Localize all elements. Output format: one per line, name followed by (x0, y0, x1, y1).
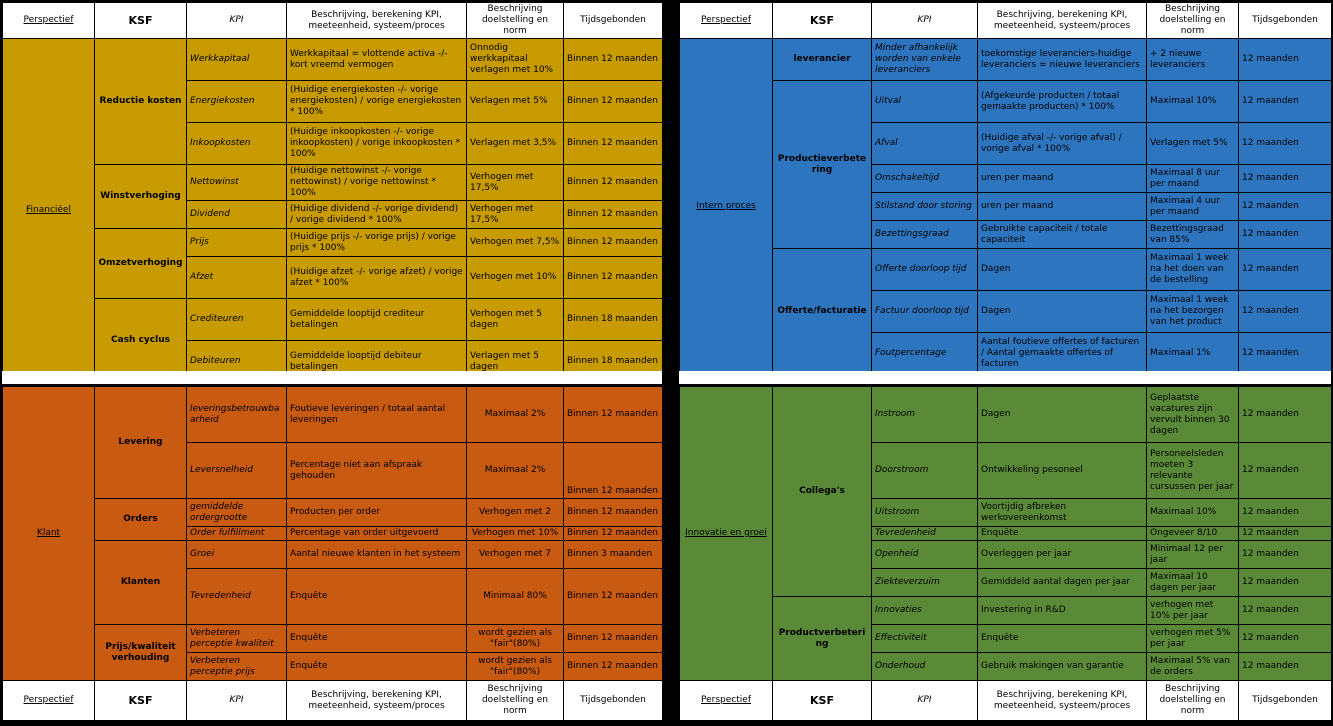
time-cell: Binnen 12 maanden (564, 201, 663, 229)
time-cell: 12 maanden (1239, 333, 1332, 375)
header-beschrijving: Beschrijving, berekening KPI, meeteenheid, systeem/proces (287, 3, 467, 39)
desc-cell: Gemiddelde looptijd debiteur betalingen (287, 341, 467, 383)
time-cell: 12 maanden (1239, 291, 1332, 333)
norm-cell: + 2 nieuwe leveranciers (1147, 39, 1239, 81)
ksf-orders: Orders (95, 499, 187, 541)
kpi-cell: Werkkapitaal (187, 39, 287, 81)
desc-cell: (Huidige prijs -/- vorige prijs) / vorige prijs * 100% (287, 229, 467, 257)
desc-cell: (Huidige energiekosten -/- vorige energiekosten) / vorige energiekosten * 100% (287, 81, 467, 123)
ksf-leverancier: leverancier (773, 39, 872, 81)
norm-cell: Verhogen met 7 (467, 541, 564, 569)
kpi-cell: Nettowinst (187, 165, 287, 201)
kpi-cell: Minder afhankelijk worden van enkele leveranciers (872, 39, 978, 81)
time-cell: 12 maanden (1239, 81, 1332, 123)
kpi-cell: Tevredenheid (872, 527, 978, 541)
footer-ksf: KSF (773, 681, 872, 721)
header-ksf: KSF (773, 3, 872, 39)
time-cell: Binnen 12 maanden (564, 123, 663, 165)
desc-cell: (Huidige afzet -/- vorige afzet) / vorige afzet * 100% (287, 257, 467, 299)
desc-cell: Investering in R&D (978, 597, 1147, 625)
desc-cell: Gemiddelde looptijd crediteur betalingen (287, 299, 467, 341)
desc-cell: Ontwikkeling pesoneel (978, 443, 1147, 499)
perspective-klant: Klant (3, 387, 95, 681)
header-tijd: Tijdsgebonden (1239, 3, 1332, 39)
time-cell: 12 maanden (1239, 249, 1332, 291)
desc-cell: Percentage van order uitgevoerd (287, 527, 467, 541)
header-doelstelling: Beschrijving doelstelling en norm (1147, 3, 1239, 39)
footer-perspectief: Perspectief (680, 681, 773, 721)
norm-cell: wordt gezien als "fair"(80%) (467, 653, 564, 681)
desc-cell: (Afgekeurde producten / totaal gemaakte producten) * 100% (978, 81, 1147, 123)
norm-cell: Verhogen met 17,5% (467, 201, 564, 229)
norm-cell: Verhogen met 10% (467, 527, 564, 541)
time-cell: 12 maanden (1239, 221, 1332, 249)
norm-cell: Verhogen met 7,5% (467, 229, 564, 257)
kpi-cell: Uitstroom (872, 499, 978, 527)
header-perspectief: Perspectief (680, 3, 773, 39)
time-cell: Binnen 12 maanden (564, 257, 663, 299)
time-cell: Binnen 12 maanden (564, 625, 663, 653)
norm-cell: Minimaal 12 per jaar (1147, 541, 1239, 569)
ksf-levering: Levering (95, 387, 187, 499)
time-cell: 12 maanden (1239, 597, 1332, 625)
ksf-klanten: Klanten (95, 541, 187, 625)
footer-kpi: KPI (187, 681, 287, 721)
norm-cell: Maximaal 5% van de orders (1147, 653, 1239, 681)
norm-cell: Verhogen met 10% (467, 257, 564, 299)
kpi-cell: Onderhoud (872, 653, 978, 681)
desc-cell: Gebruik makingen van garantie (978, 653, 1147, 681)
desc-cell: (Huidige afval -/- vorige afval) / vorige afval * 100% (978, 123, 1147, 165)
norm-cell: Geplaatste vacatures zijn vervult binnen 30 dagen (1147, 387, 1239, 443)
time-cell: Binnen 12 maanden (564, 165, 663, 201)
ksf-offerte-facturatie: Offerte/facturatie (773, 249, 872, 375)
norm-cell: Maximaal 10% (1147, 81, 1239, 123)
kpi-cell: Debiteuren (187, 341, 287, 383)
footer-kpi: KPI (872, 681, 978, 721)
norm-cell: Verlagen met 5% (467, 81, 564, 123)
header-tijd: Tijdsgebonden (564, 3, 663, 39)
desc-cell: Aantal nieuwe klanten in het systeem (287, 541, 467, 569)
kpi-cell: Tevredenheid (187, 569, 287, 625)
kpi-cell: Offerte doorloop tijd (872, 249, 978, 291)
innovatie-table (679, 386, 1332, 721)
time-cell: 12 maanden (1239, 387, 1332, 443)
norm-cell: Maximaal 4 uur per maand (1147, 193, 1239, 221)
time-cell: Binnen 12 maanden (564, 387, 663, 443)
ksf-cash-cyclus: Cash cyclus (95, 299, 187, 383)
norm-cell: Verhogen met 17,5% (467, 165, 564, 201)
ksf-omzetverhoging: Omzetverhoging (95, 229, 187, 299)
footer-tijd: Tijdsgebonden (1239, 681, 1332, 721)
desc-cell: (Huidige dividend -/- vorige dividend) / vorige dividend * 100% (287, 201, 467, 229)
time-cell: 12 maanden (1239, 499, 1332, 527)
norm-cell: Verlagen met 5% (1147, 123, 1239, 165)
kpi-cell: Inkoopkosten (187, 123, 287, 165)
ksf-productverbetering: Productverbetering (773, 597, 872, 681)
header-kpi: KPI (187, 3, 287, 39)
norm-cell: Maximaal 1 week na het bezorgen van het product (1147, 291, 1239, 333)
time-cell: Binnen 12 maanden (564, 527, 663, 541)
time-cell: Binnen 12 maanden (564, 39, 663, 81)
time-cell: 12 maanden (1239, 541, 1332, 569)
kpi-cell: Stilstand door storing (872, 193, 978, 221)
kpi-cell: Factuur doorloop tijd (872, 291, 978, 333)
desc-cell: Enquête (287, 569, 467, 625)
desc-cell: Werkkapitaal = vlottende activa -/- kort vreemd vermogen (287, 39, 467, 81)
footer-doelstelling: Beschrijving doelstelling en norm (467, 681, 564, 721)
kpi-cell: Energiekosten (187, 81, 287, 123)
desc-cell: uren per maand (978, 193, 1147, 221)
time-cell: 12 maanden (1239, 653, 1332, 681)
kpi-cell: Instroom (872, 387, 978, 443)
kpi-cell: Prijs (187, 229, 287, 257)
footer-beschrijving: Beschrijving, berekening KPI, meeteenheid, systeem/proces (978, 681, 1147, 721)
norm-cell: Onnodig werkkapitaal verlagen met 10% (467, 39, 564, 81)
desc-cell: Aantal foutieve offertes of facturen / Aantal gemaakte offertes of facturen (978, 333, 1147, 375)
footer-doelstelling: Beschrijving doelstelling en norm (1147, 681, 1239, 721)
kpi-cell: Doorstroom (872, 443, 978, 499)
norm-cell: Maximaal 10% (1147, 499, 1239, 527)
header-ksf: KSF (95, 3, 187, 39)
desc-cell: Enquête (978, 625, 1147, 653)
desc-cell: (Huidige nettowinst -/- vorige nettowinst) / vorige nettowinst * 100% (287, 165, 467, 201)
norm-cell: Maximaal 1% (1147, 333, 1239, 375)
header-kpi: KPI (872, 3, 978, 39)
kpi-cell: Dividend (187, 201, 287, 229)
time-cell: 12 maanden (1239, 625, 1332, 653)
norm-cell: Maximaal 2% (467, 387, 564, 443)
norm-cell: Verlagen met 5 dagen (467, 341, 564, 383)
norm-cell: Minimaal 80% (467, 569, 564, 625)
time-cell: 12 maanden (1239, 569, 1332, 597)
desc-cell: uren per maand (978, 165, 1147, 193)
norm-cell: wordt gezien als "fair"(80%) (467, 625, 564, 653)
kpi-cell: Leversnelheid (187, 443, 287, 499)
time-cell: 12 maanden (1239, 527, 1332, 541)
header-beschrijving: Beschrijving, berekening KPI, meeteenheid, systeem/proces (978, 3, 1147, 39)
time-cell: Binnen 12 maanden (564, 499, 663, 527)
time-cell: Binnen 12 maanden (564, 569, 663, 625)
perspective-intern-proces: Intern proces (680, 39, 773, 375)
kpi-cell: Openheid (872, 541, 978, 569)
separator-bar-left (2, 371, 662, 384)
kpi-cell: gemiddelde ordergrootte (187, 499, 287, 527)
norm-cell: Verhogen met 2 (467, 499, 564, 527)
intern-proces-table (679, 2, 1332, 375)
desc-cell: Enquête (978, 527, 1147, 541)
footer-beschrijving: Beschrijving, berekening KPI, meeteenheid, systeem/proces (287, 681, 467, 721)
ksf-collegas: Collega's (773, 387, 872, 597)
kpi-cell: Foutpercentage (872, 333, 978, 375)
norm-cell: Maximaal 2% (467, 443, 564, 499)
desc-cell: Enquête (287, 625, 467, 653)
desc-cell: Gemiddeld aantal dagen per jaar (978, 569, 1147, 597)
desc-cell: toekomstige leveranciers-huidige leveranciers = nieuwe leveranciers (978, 39, 1147, 81)
financieel-table (2, 2, 663, 383)
kpi-cell: Verbeteren perceptie prijs (187, 653, 287, 681)
kpi-cell: Innovaties (872, 597, 978, 625)
header-doelstelling: Beschrijving doelstelling en norm (467, 3, 564, 39)
kpi-cell: leveringsbetrouwbaarheid (187, 387, 287, 443)
kpi-cell: Bezettingsgraad (872, 221, 978, 249)
desc-cell: Dagen (978, 249, 1147, 291)
desc-cell: Percentage niet aan afspraak gehouden (287, 443, 467, 499)
desc-cell: Overleggen per jaar (978, 541, 1147, 569)
kpi-cell: Uitval (872, 81, 978, 123)
footer-ksf: KSF (95, 681, 187, 721)
desc-cell: Gebruikte capaciteit / totale capaciteit (978, 221, 1147, 249)
time-cell: 12 maanden (1239, 165, 1332, 193)
norm-cell: Verhogen met 5 dagen (467, 299, 564, 341)
time-cell: Binnen 12 maanden (564, 229, 663, 257)
separator-bar-right (679, 371, 1331, 384)
desc-cell: Foutieve leveringen / totaal aantal leveringen (287, 387, 467, 443)
kpi-cell: Effectiviteit (872, 625, 978, 653)
norm-cell: Maximaal 10 dagen per jaar (1147, 569, 1239, 597)
norm-cell: Verlagen met 3,5% (467, 123, 564, 165)
ksf-winstverhoging: Winstverhoging (95, 165, 187, 229)
desc-cell: Producten per order (287, 499, 467, 527)
footer-tijd: Tijdsgebonden (564, 681, 663, 721)
kpi-cell: Groei (187, 541, 287, 569)
time-cell: Binnen 18 maanden (564, 341, 663, 383)
klant-table (2, 386, 663, 721)
kpi-cell: Verbeteren perceptie kwaliteit (187, 625, 287, 653)
kpi-cell: Order fulfillment (187, 527, 287, 541)
time-cell: 12 maanden (1239, 443, 1332, 499)
norm-cell: Maximaal 1 week na het doen van de bestelling (1147, 249, 1239, 291)
time-cell: Binnen 12 maanden (564, 443, 663, 499)
time-cell: Binnen 12 maanden (564, 81, 663, 123)
time-cell: 12 maanden (1239, 123, 1332, 165)
norm-cell: Bezettingsgraad van 85% (1147, 221, 1239, 249)
desc-cell: Dagen (978, 291, 1147, 333)
footer-perspectief: Perspectief (3, 681, 95, 721)
kpi-cell: Afval (872, 123, 978, 165)
time-cell: Binnen 18 maanden (564, 299, 663, 341)
kpi-cell: Crediteuren (187, 299, 287, 341)
kpi-cell: Omschakeltijd (872, 165, 978, 193)
time-cell: 12 maanden (1239, 193, 1332, 221)
ksf-prijs-kwaliteit: Prijs/kwaliteit verhouding (95, 625, 187, 681)
norm-cell: Maximaal 8 uur per maand (1147, 165, 1239, 193)
perspective-innovatie: Innovatie en groei (680, 387, 773, 681)
time-cell: 12 maanden (1239, 39, 1332, 81)
perspective-financieel: Financiëel (3, 39, 95, 383)
ksf-reductie-kosten: Reductie kosten (95, 39, 187, 165)
desc-cell: (Huidige inkoopkosten -/- vorige inkoopkosten) / vorige inkoopkosten * 100% (287, 123, 467, 165)
norm-cell: Ongeveer 8/10 (1147, 527, 1239, 541)
norm-cell: verhogen met 5% per jaar (1147, 625, 1239, 653)
time-cell: Binnen 3 maanden (564, 541, 663, 569)
desc-cell: Enquête (287, 653, 467, 681)
kpi-cell: Ziekteverzuim (872, 569, 978, 597)
norm-cell: verhogen met 10% per jaar (1147, 597, 1239, 625)
kpi-cell: Afzet (187, 257, 287, 299)
ksf-productieverbetering: Productieverbetering (773, 81, 872, 249)
norm-cell: Personeelsleden moeten 3 relevante cursussen per jaar (1147, 443, 1239, 499)
time-cell: Binnen 12 maanden (564, 653, 663, 681)
desc-cell: Dagen (978, 387, 1147, 443)
header-perspectief: Perspectief (3, 3, 95, 39)
desc-cell: Voortijdig afbreken werkovereenkomst (978, 499, 1147, 527)
